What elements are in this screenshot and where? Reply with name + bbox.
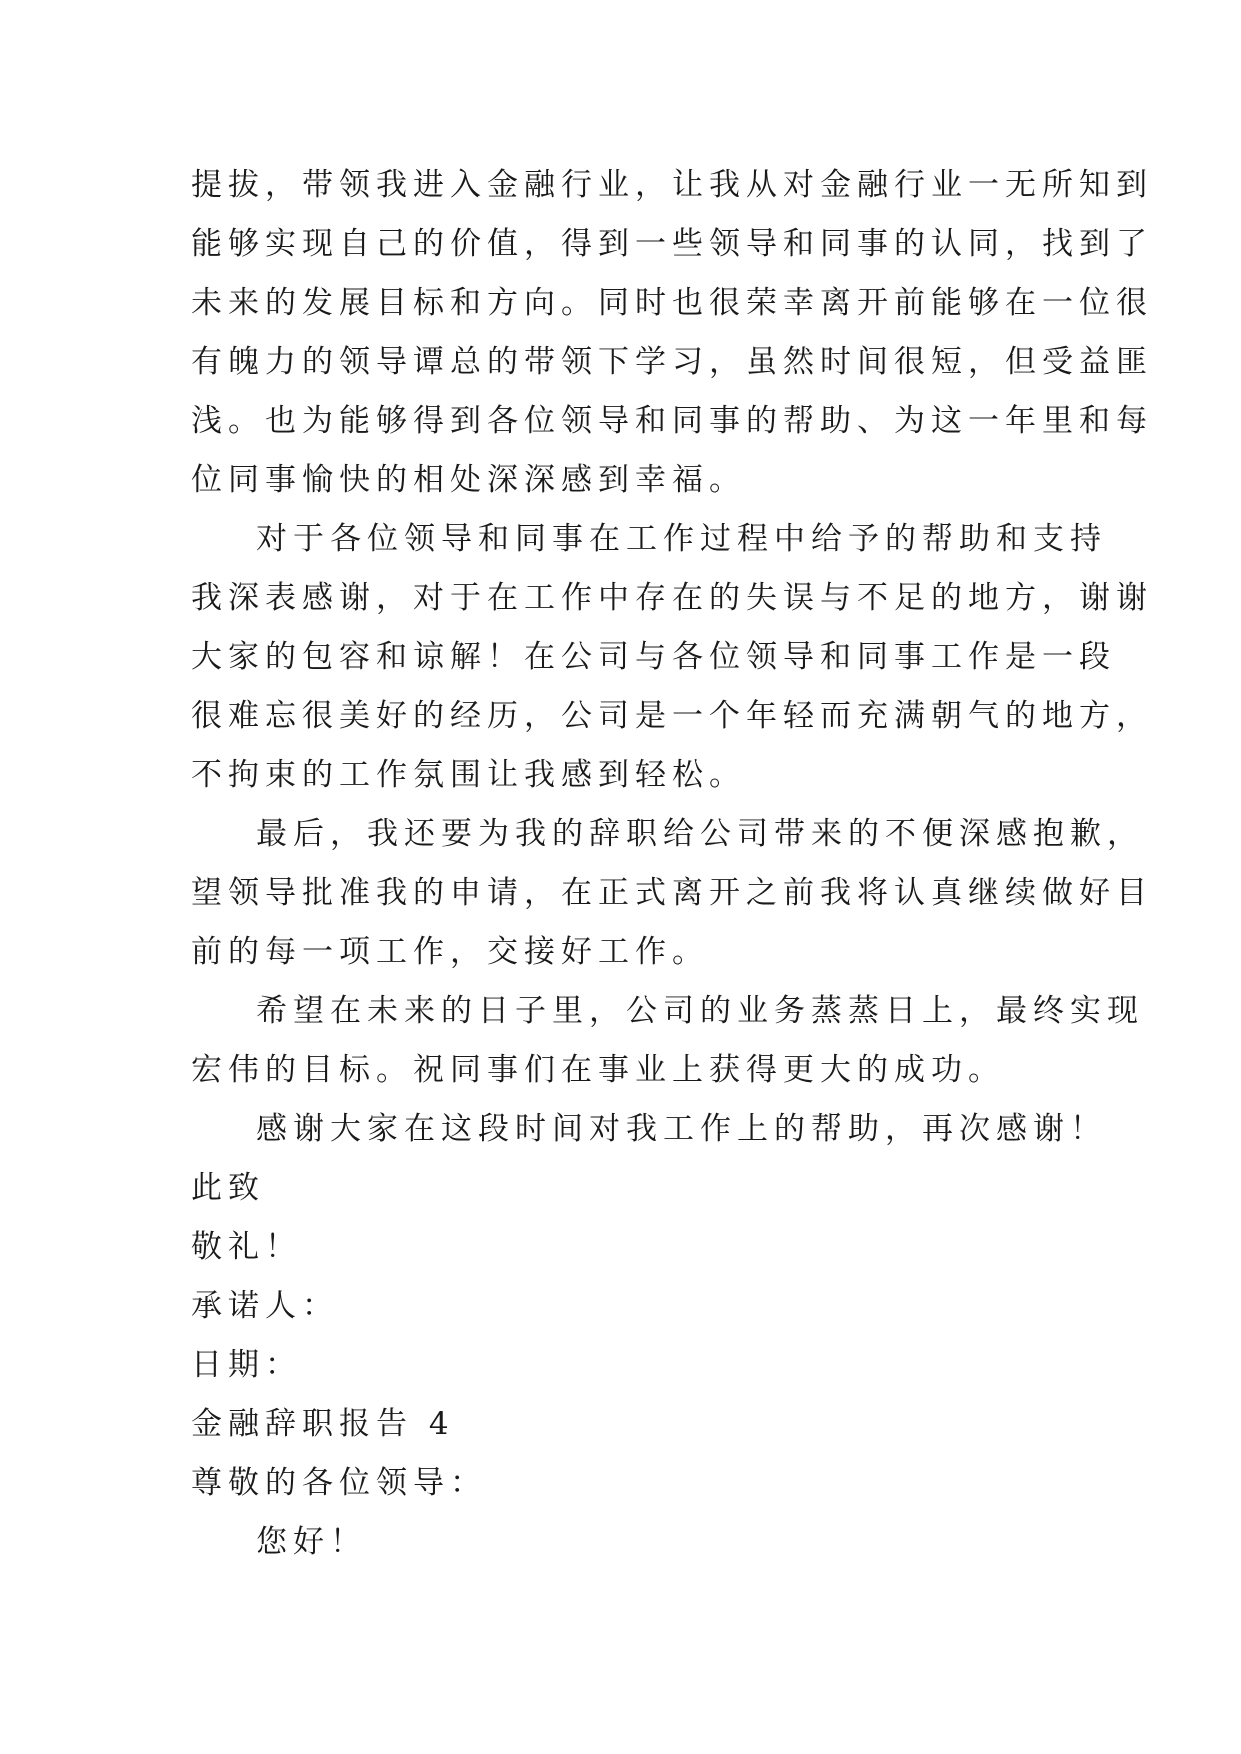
date-label: 日期： <box>191 1347 302 1383</box>
text-line: 有魄力的领导谭总的带领下学习，虽然时间很短，但受益匪 <box>191 344 1153 380</box>
greeting-addressee: 尊敬的各位领导： <box>191 1465 487 1501</box>
text-line: 能够实现自己的价值，得到一些领导和同事的认同，找到了 <box>191 226 1153 262</box>
text-line: 不拘束的工作氛围让我感到轻松。 <box>191 757 746 793</box>
text-line: 最后，我还要为我的辞职给公司带来的不便深感抱歉， <box>256 816 1144 852</box>
document-body <box>191 156 1153 1572</box>
text-line: 未来的发展目标和方向。同时也很荣幸离开前能够在一位很 <box>191 285 1153 321</box>
text-line: 位同事愉快的相处深深感到幸福。 <box>191 462 746 498</box>
closing-salutation: 此致 <box>191 1170 265 1206</box>
text-line: 浅。也为能够得到各位领导和同事的帮助、为这一年里和每 <box>191 403 1153 439</box>
text-line: 提拔，带领我进入金融行业，让我从对金融行业一无所知到 <box>191 167 1153 203</box>
closing-regards: 敬礼！ <box>191 1229 302 1265</box>
greeting: 您好！ <box>256 1524 367 1560</box>
text-line: 前的每一项工作，交接好工作。 <box>191 934 709 970</box>
section-title: 金融辞职报告 4 <box>191 1406 455 1442</box>
text-line: 希望在未来的日子里，公司的业务蒸蒸日上，最终实现 <box>256 993 1144 1029</box>
text-line: 很难忘很美好的经历，公司是一个年轻而充满朝气的地方， <box>191 698 1153 734</box>
text-line: 望领导批准我的申请，在正式离开之前我将认真继续做好目 <box>191 875 1153 911</box>
text-line: 我深表感谢，对于在工作中存在的失误与不足的地方，谢谢 <box>191 580 1153 616</box>
text-line: 宏伟的目标。祝同事们在事业上获得更大的成功。 <box>191 1052 1005 1088</box>
text-line: 大家的包容和谅解！在公司与各位领导和同事工作是一段 <box>191 639 1116 675</box>
signer-label: 承诺人： <box>191 1288 339 1324</box>
text-line: 感谢大家在这段时间对我工作上的帮助，再次感谢！ <box>256 1111 1107 1147</box>
text-line: 对于各位领导和同事在工作过程中给予的帮助和支持 <box>256 521 1107 557</box>
